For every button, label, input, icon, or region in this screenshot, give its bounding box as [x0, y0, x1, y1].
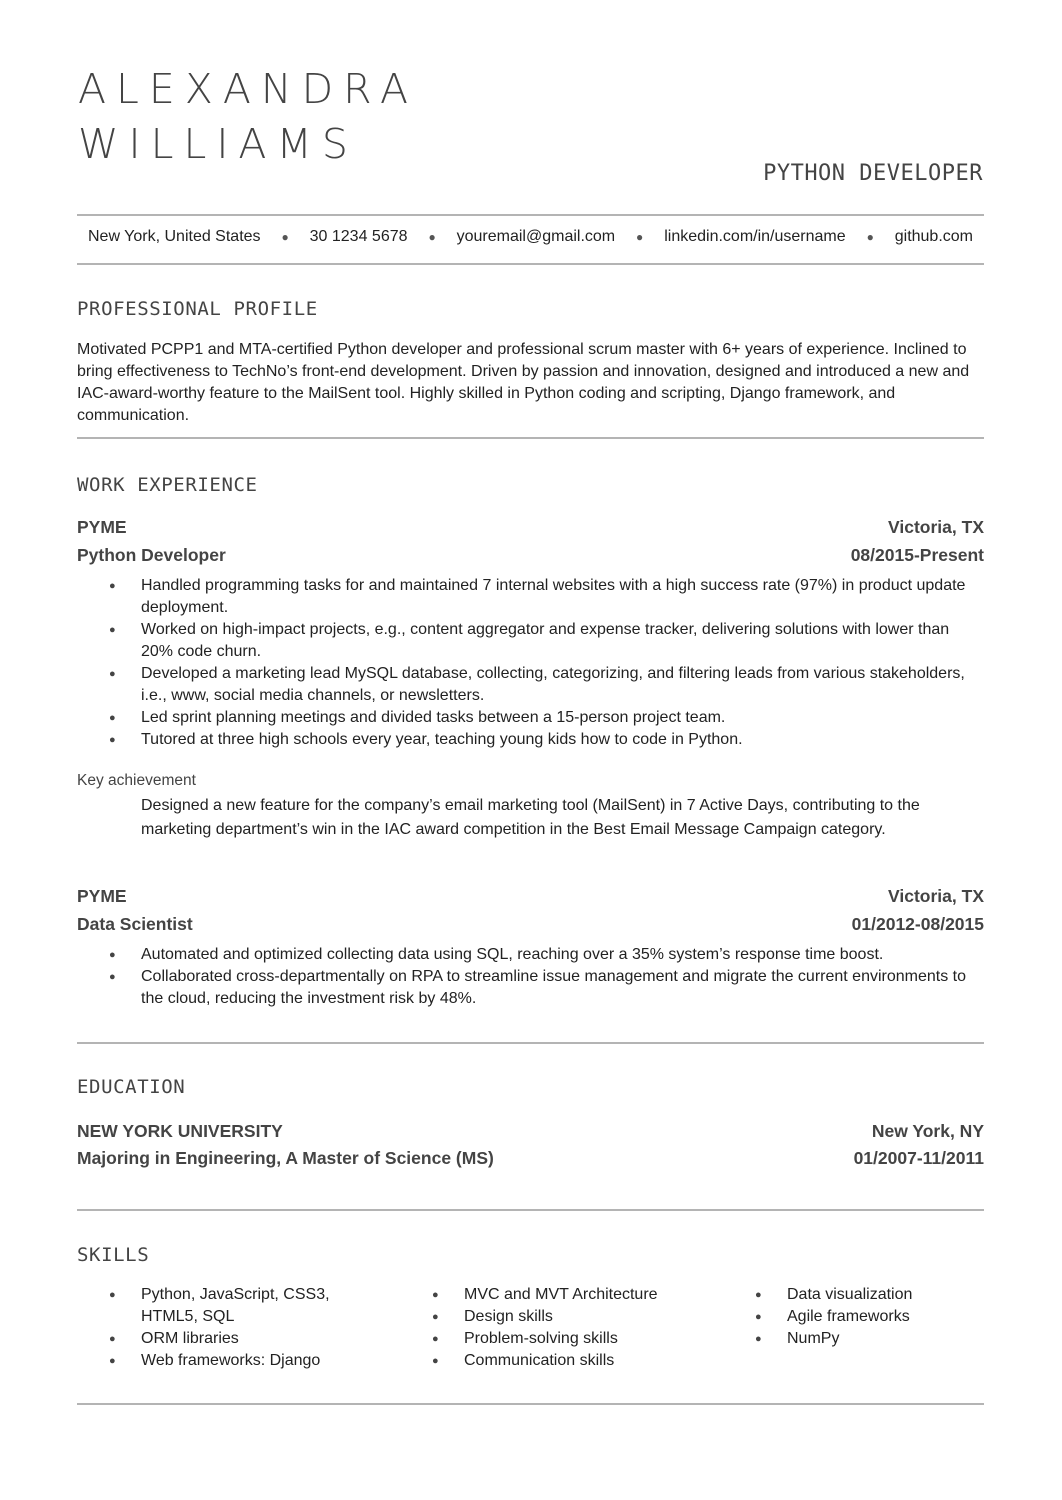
list-item: ● ORM libraries	[77, 1328, 357, 1350]
skills-column	[400, 1284, 700, 1372]
section-title-skills: SKILLS	[77, 1244, 150, 1266]
contact-email[interactable]: youremail@gmail.com	[456, 228, 616, 245]
job-company: PYME	[77, 517, 127, 537]
name-line-last: WILLIAMS	[78, 120, 358, 168]
list-item: ● Design skills	[400, 1306, 700, 1328]
list-item: ● Problem-solving skills	[400, 1328, 700, 1350]
education-school: NEW YORK UNIVERSITY	[77, 1121, 283, 1141]
job-subheader	[77, 913, 984, 935]
list-item: ● Collaborated cross-departmentally on RPA to streamline issue management and migrate the current environments to the cloud, reducing the investment risk by 48%.	[77, 966, 984, 1010]
separator-dot-icon: ●	[866, 230, 874, 244]
job-dates: 01/2012-08/2015	[851, 914, 984, 934]
list-item: ● MVC and MVT Architecture	[400, 1284, 700, 1306]
skills-column	[723, 1284, 984, 1350]
key-achievement-label: Key achievement	[77, 772, 196, 789]
contact-github[interactable]: github.com	[894, 228, 973, 245]
divider	[77, 263, 984, 265]
section-title-work: WORK EXPERIENCE	[77, 474, 258, 496]
divider	[77, 1042, 984, 1044]
divider	[77, 1403, 984, 1405]
job-bullets	[77, 944, 984, 1010]
skills-grid	[77, 1284, 984, 1374]
list-item: ● Tutored at three high schools every year, teaching young kids how to code in Python.	[77, 729, 984, 751]
separator-dot-icon: ●	[281, 230, 289, 244]
job-bullets	[77, 575, 984, 751]
section-title-education: EDUCATION	[77, 1076, 186, 1098]
education-degree: Majoring in Engineering, A Master of Science (MS)	[77, 1148, 494, 1168]
separator-dot-icon: ●	[636, 230, 644, 244]
divider	[77, 214, 984, 216]
job-title: PYTHON DEVELOPER	[763, 161, 983, 186]
education-dates: 01/2007-11/2011	[853, 1148, 984, 1168]
contact-phone: 30 1234 5678	[309, 228, 408, 245]
section-title-profile: PROFESSIONAL PROFILE	[77, 298, 318, 320]
education-subheader	[77, 1147, 984, 1169]
contact-bar	[77, 224, 984, 250]
job-dates: 08/2015-Present	[850, 545, 984, 565]
job-header	[77, 885, 984, 907]
name-line-first: ALEXANDRA	[78, 65, 419, 113]
list-item: ● Python, JavaScript, CSS3, HTML5, SQL	[77, 1284, 357, 1328]
job-location: Victoria, TX	[888, 517, 984, 537]
candidate-name	[78, 62, 418, 172]
job-role: Python Developer	[77, 545, 226, 565]
job-company: PYME	[77, 886, 127, 906]
list-item: ● Data visualization	[723, 1284, 984, 1306]
job-subheader	[77, 544, 984, 566]
key-achievement-text: Designed a new feature for the company’s email marketing tool (MailSent) in 7 Active Days, contributing to the marketing department’s win in the IAC award competition in the Best Email Message Campaign category.	[141, 797, 920, 838]
job-location: Victoria, TX	[888, 886, 984, 906]
education-location: New York, NY	[871, 1121, 984, 1141]
list-item: ● Handled programming tasks for and maintained 7 internal websites with a high success rate (97%) in product update deployment.	[77, 575, 984, 619]
contact-location: New York, United States	[88, 228, 261, 245]
job-header	[77, 516, 984, 538]
contact-linkedin[interactable]: linkedin.com/in/username	[664, 228, 846, 245]
list-item: ● Automated and optimized collecting data using SQL, reaching over a 35% system’s response time boost.	[77, 944, 984, 966]
education-header	[77, 1120, 984, 1142]
list-item: ● Worked on high-impact projects, e.g., content aggregator and expense tracker, delivering solutions with lower than 20% code churn.	[77, 619, 984, 663]
separator-dot-icon: ●	[428, 230, 436, 244]
list-item: ● Led sprint planning meetings and divided tasks between a 15-person project team.	[77, 707, 984, 729]
divider	[77, 437, 984, 439]
list-item: ● Web frameworks: Django	[77, 1350, 357, 1372]
list-item: ● Communication skills	[400, 1350, 700, 1372]
divider	[77, 1209, 984, 1211]
list-item: ● Agile frameworks	[723, 1306, 984, 1328]
skills-column	[77, 1284, 357, 1372]
job-role: Data Scientist	[77, 914, 193, 934]
list-item: ● Developed a marketing lead MySQL database, collecting, categorizing, and filtering leads from various stakeholders, i.e., www, social media channels, or newsletters.	[77, 663, 984, 707]
list-item: ● NumPy	[723, 1328, 984, 1350]
profile-summary: Motivated PCPP1 and MTA-certified Python developer and professional scrum master with 6+ years of experience. Inclined to bring effectiveness to TechNo’s front-end development. Driven by passion and innovation, designed and introduced a new and IAC-award-worthy feature to the MailSent tool. Highly skilled in Python coding and scripting, Django framework, and communication.	[77, 341, 970, 424]
